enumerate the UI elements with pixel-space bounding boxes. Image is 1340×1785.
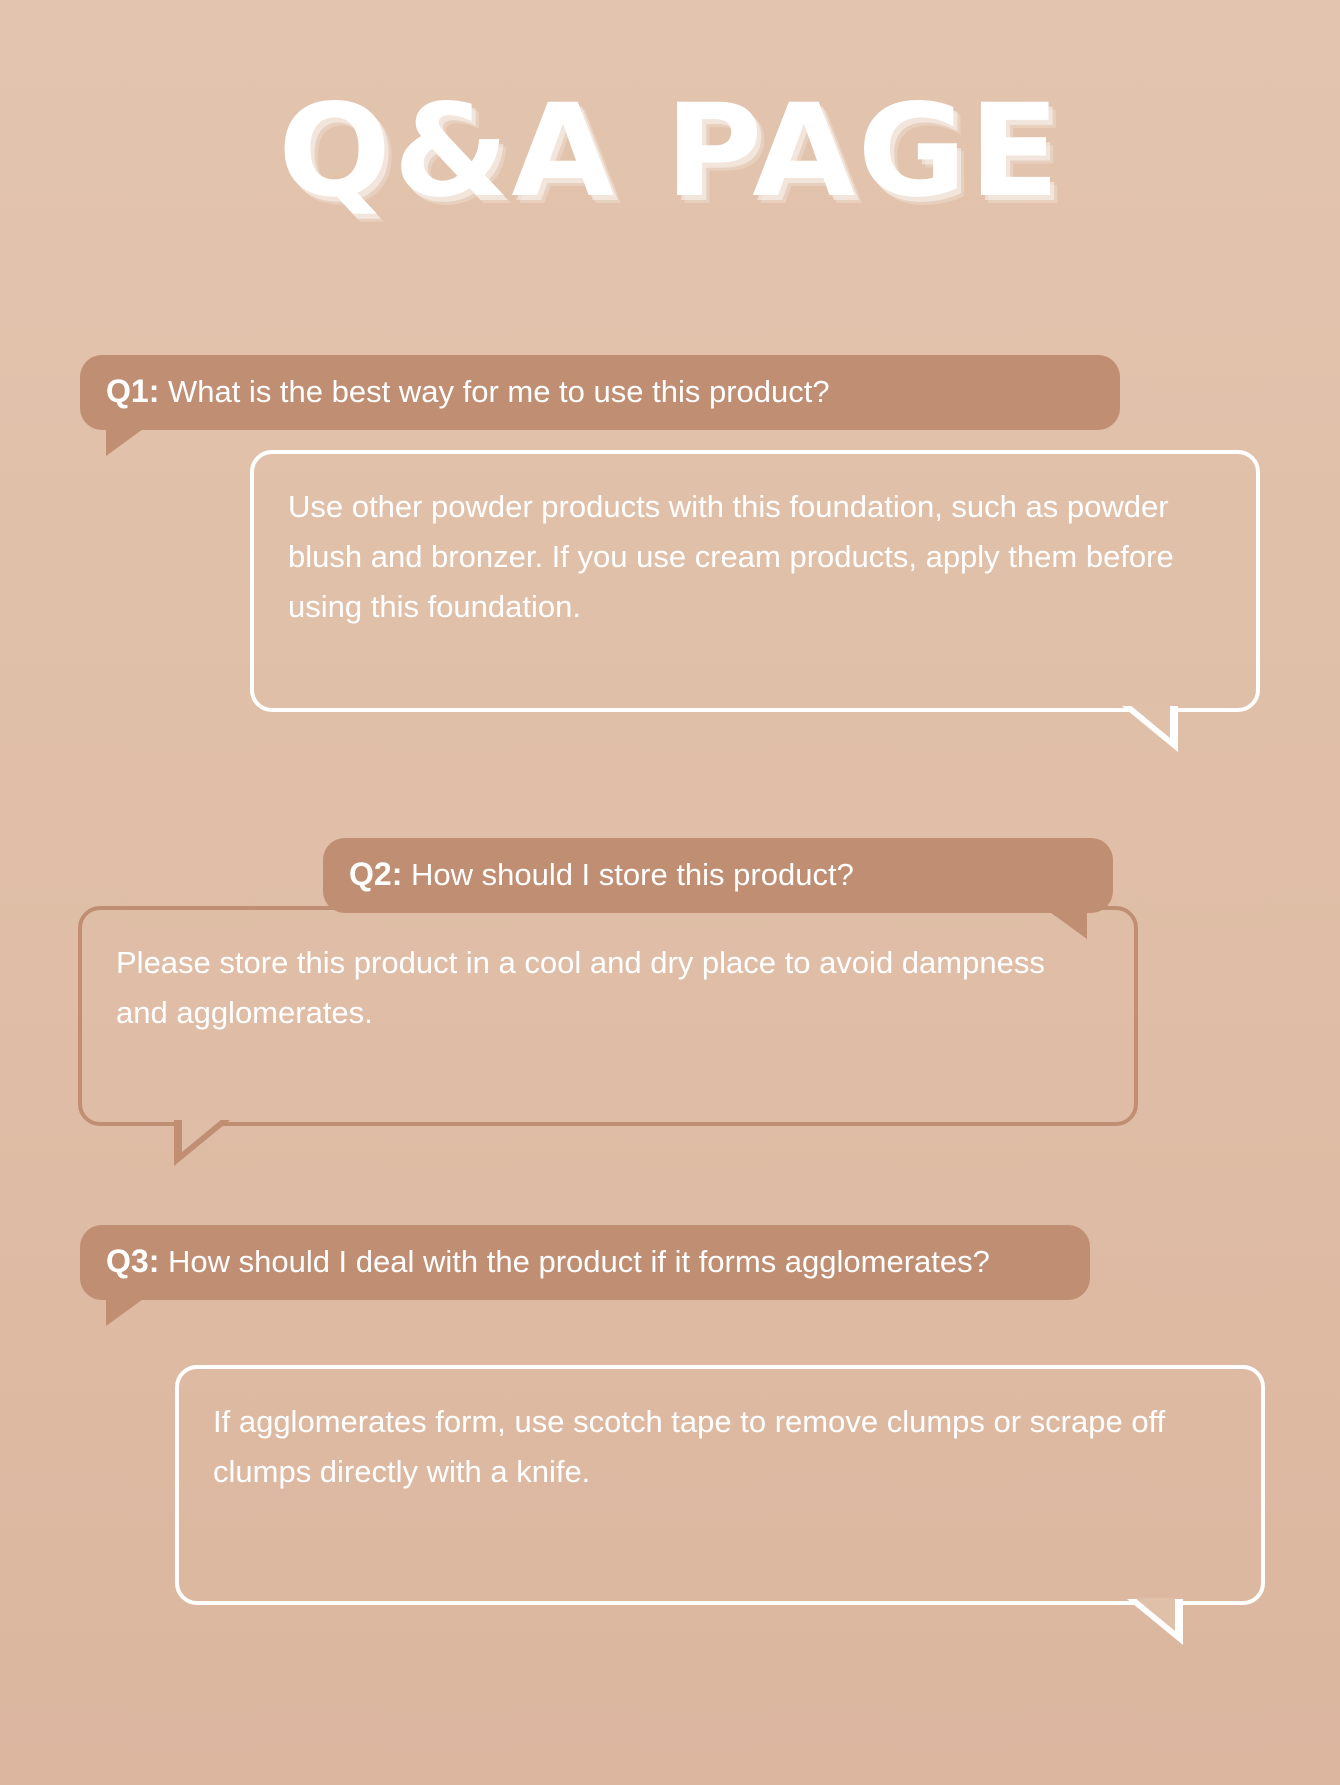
question-text-2: How should I store this product?: [410, 857, 854, 892]
question-label-3: Q3:: [106, 1243, 160, 1279]
answer-tail-fill-2: [182, 1119, 222, 1152]
question-label-2: Q2:: [349, 856, 403, 892]
question-bubble-3: [80, 1225, 1090, 1300]
answer-text-1: Use other powder products with this foundation, such as powder blush and bronzer. If you use cream products, apply them before using this foundation.: [288, 489, 1174, 625]
question-bubble-2: [323, 838, 1113, 913]
qa-item-1: [0, 355, 1340, 775]
page-title-container: [0, 77, 1340, 226]
question-text-3: How should I deal with the product if it forms agglomerates?: [167, 1244, 990, 1279]
qa-item-2: [0, 838, 1340, 1198]
answer-bubble-3: [175, 1365, 1265, 1605]
question-bubble-1: [80, 355, 1120, 430]
page-title: Q&A PAGE: [278, 77, 1062, 226]
question-text-1: What is the best way for me to use this product?: [167, 374, 830, 409]
answer-tail-fill-1: [1130, 705, 1170, 738]
answer-text-2: Please store this product in a cool and dry place to avoid dampness and agglomerates.: [116, 945, 1045, 1031]
question-label-1: Q1:: [106, 373, 160, 409]
answer-bubble-2: [78, 906, 1138, 1126]
answer-bubble-1: [250, 450, 1260, 712]
qa-item-3: [0, 1225, 1340, 1655]
answer-tail-fill-3: [1135, 1598, 1175, 1631]
answer-text-3: If agglomerates form, use scotch tape to remove clumps or scrape off clumps directly with a knife.: [213, 1404, 1166, 1490]
